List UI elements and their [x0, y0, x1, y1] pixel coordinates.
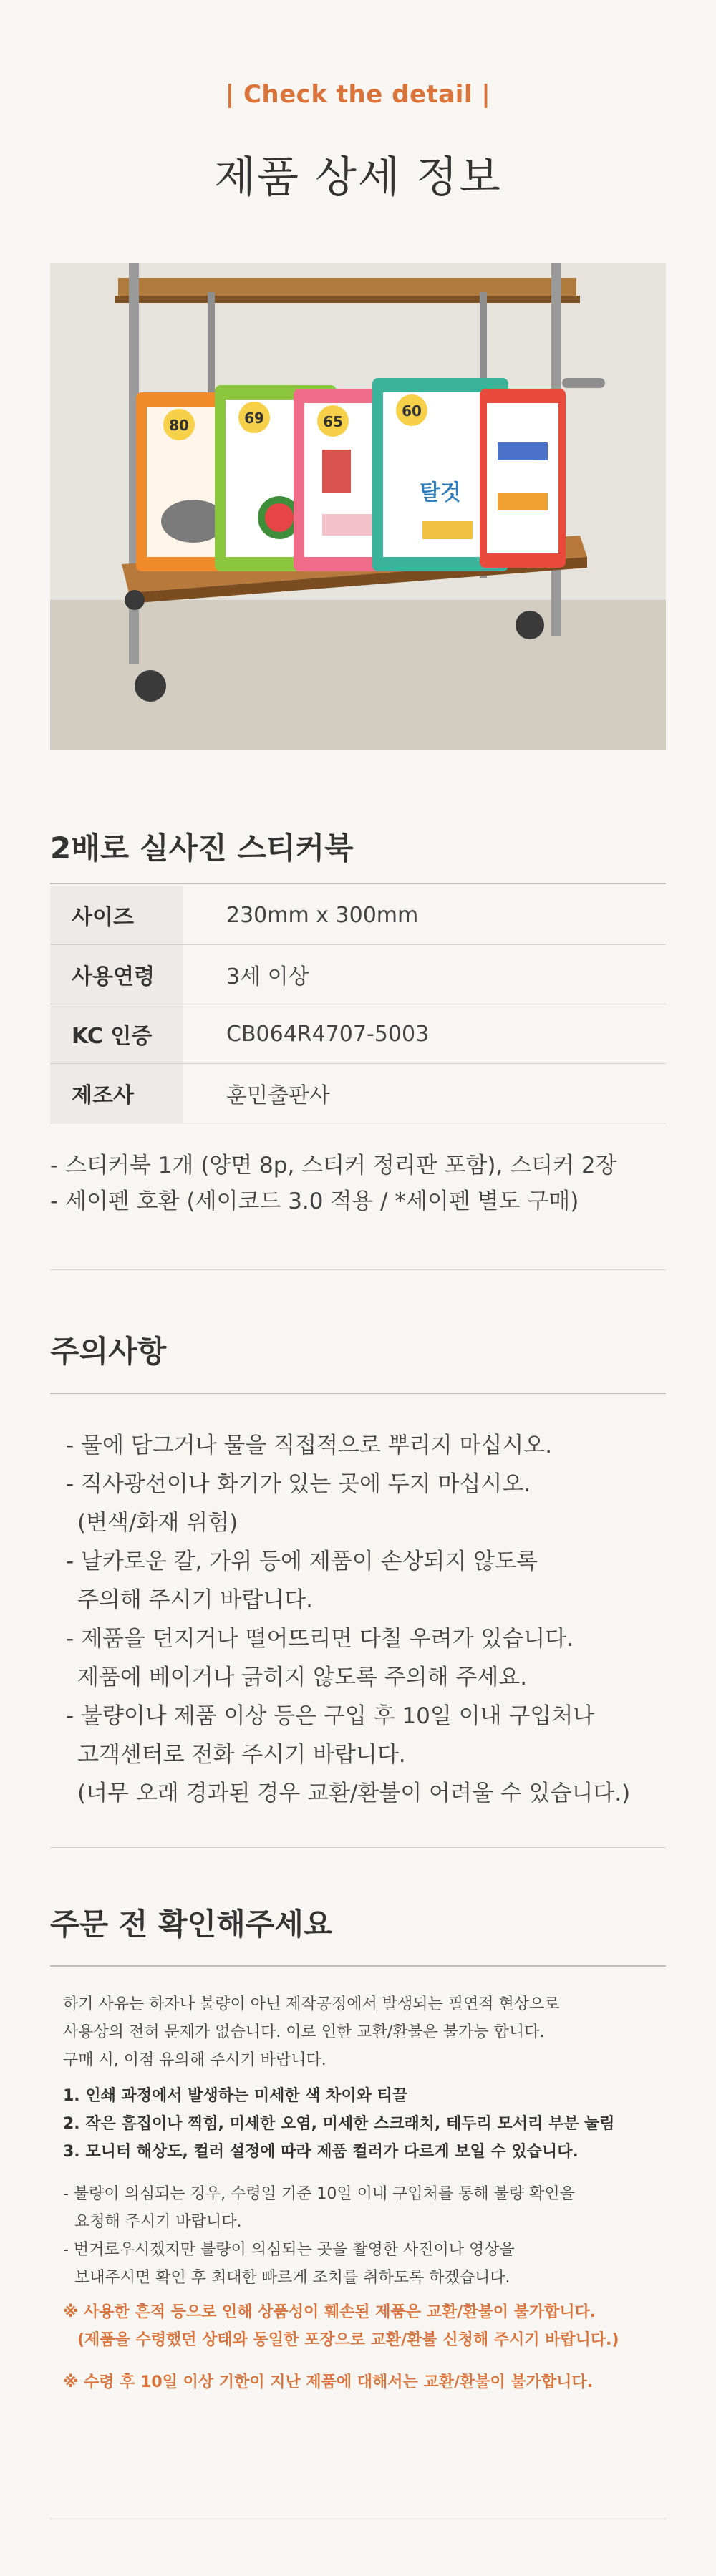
- book-red: [480, 389, 566, 568]
- book-title-teal: 탈것: [420, 480, 461, 505]
- spec-label: 제조사: [50, 1064, 183, 1123]
- book-number-green: 69: [244, 410, 264, 427]
- section-divider: [50, 1269, 666, 1270]
- product-name: 2배로 실사진 스티커북: [50, 831, 354, 866]
- spec-label: KC 인증: [50, 1004, 183, 1064]
- book-number-orange: 80: [169, 417, 189, 434]
- spec-value: CB064R4707-5003: [183, 1004, 666, 1064]
- component-list: [50, 1148, 666, 1219]
- list-item: - 날카로운 칼, 가위 등에 제품이 손상되지 않도록: [66, 1549, 538, 1574]
- list-item: 고객센터로 전화 주시기 바랍니다.: [77, 1742, 406, 1768]
- note-line: 요청해 주시기 바랍니다.: [74, 2213, 242, 2231]
- order-numbered-list: [63, 2082, 679, 2166]
- warning-line: ※ 사용한 흔적 등으로 인해 상품성이 훼손된 제품은 교환/환불이 불가합니다.: [63, 2303, 596, 2321]
- section-divider: [50, 1847, 666, 1848]
- order-notes: [63, 2180, 679, 2292]
- intro-line: 사용상의 전혀 문제가 없습니다. 이로 인한 교환/환불은 불가능 합니다.: [63, 2023, 545, 2041]
- order-warnings: [63, 2298, 679, 2396]
- order-notice-divider: [50, 1965, 666, 1967]
- spec-value: 3세 이상: [183, 945, 666, 1004]
- spec-row: [50, 945, 666, 1004]
- spec-label: 사용연령: [50, 945, 183, 1004]
- intro-line: 하기 사유는 하자나 불량이 아닌 제작공정에서 발생되는 필연적 현상으로: [63, 1995, 560, 2013]
- order-intro: [63, 1990, 664, 2074]
- spec-row: [50, 886, 666, 945]
- list-item: 제품에 베이거나 긁히지 않도록 주의해 주세요.: [77, 1665, 528, 1690]
- caution-title: 주의사항: [50, 1334, 167, 1369]
- list-item: 주의해 주시기 바랍니다.: [77, 1587, 314, 1613]
- page-title: 제품 상세 정보: [214, 152, 502, 203]
- warning-line: ※ 수령 후 10일 이상 기한이 지난 제품에 대해서는 교환/환불이 불가합니다.: [63, 2373, 594, 2391]
- list-item: - 제품을 던지거나 떨어뜨리면 다칠 우려가 있습니다.: [66, 1626, 574, 1652]
- caution-list: [50, 1426, 666, 1813]
- spec-value: 훈민출판사: [183, 1064, 666, 1123]
- caution-divider: [50, 1393, 666, 1394]
- list-item: - 직사광선이나 화기가 있는 곳에 두지 마십시오.: [66, 1471, 531, 1497]
- spec-label: 사이즈: [50, 886, 183, 945]
- list-item: - 물에 담그거나 물을 직접적으로 뿌리지 마십시오.: [66, 1433, 553, 1458]
- list-item: - 세이펜 호환 (세이코드 3.0 적용 / *세이펜 별도 구매): [50, 1188, 579, 1214]
- numbered-item: 2. 작은 흠집이나 찍힘, 미세한 오염, 미세한 스크래치, 테두리 모서리 부분 눌림: [63, 2115, 615, 2133]
- book-number-pink: 65: [323, 413, 343, 430]
- spec-row: [50, 1004, 666, 1064]
- list-item: (너무 오래 경과된 경우 교환/환불이 어려울 수 있습니다.): [77, 1781, 631, 1806]
- list-item: (변색/화재 위험): [77, 1510, 238, 1536]
- check-detail-eyebrow: | Check the detail |: [225, 80, 491, 109]
- numbered-item: 1. 인쇄 과정에서 발생하는 미세한 색 차이와 티끌: [63, 2087, 408, 2105]
- note-line: - 번거로우시겠지만 불량이 의심되는 곳을 촬영한 사진이나 영상을: [63, 2241, 515, 2259]
- book-number-teal: 60: [402, 402, 422, 420]
- product-title-divider: [50, 883, 666, 884]
- intro-line: 구매 시, 이점 유의해 주시기 바랍니다.: [63, 2051, 326, 2069]
- warning-line: (제품을 수령했던 상태와 동일한 포장으로 교환/환불 신청해 주시기 바랍니다.): [77, 2331, 619, 2349]
- spec-row: [50, 1064, 666, 1123]
- list-item: - 스티커북 1개 (양면 8p, 스티커 정리판 포함), 스티커 2장: [50, 1153, 617, 1178]
- numbered-item: 3. 모니터 해상도, 컬러 설정에 따라 제품 컬러가 다르게 보일 수 있습니다.: [63, 2143, 579, 2161]
- spec-value: 230mm x 300mm: [183, 886, 666, 945]
- note-line: 보내주시면 확인 후 최대한 빠르게 조치를 취하도록 하겠습니다.: [74, 2269, 511, 2287]
- note-line: - 불량이 의심되는 경우, 수령일 기준 10일 이내 구입처를 통해 불량 확인을: [63, 2185, 575, 2203]
- list-item: - 불량이나 제품 이상 등은 구입 후 10일 이내 구입처나: [66, 1703, 595, 1729]
- product-photo: [50, 263, 666, 750]
- order-notice-title: 주문 전 확인해주세요: [50, 1907, 333, 1942]
- product-photo-illustration: [50, 263, 666, 750]
- spec-table: [50, 886, 666, 1123]
